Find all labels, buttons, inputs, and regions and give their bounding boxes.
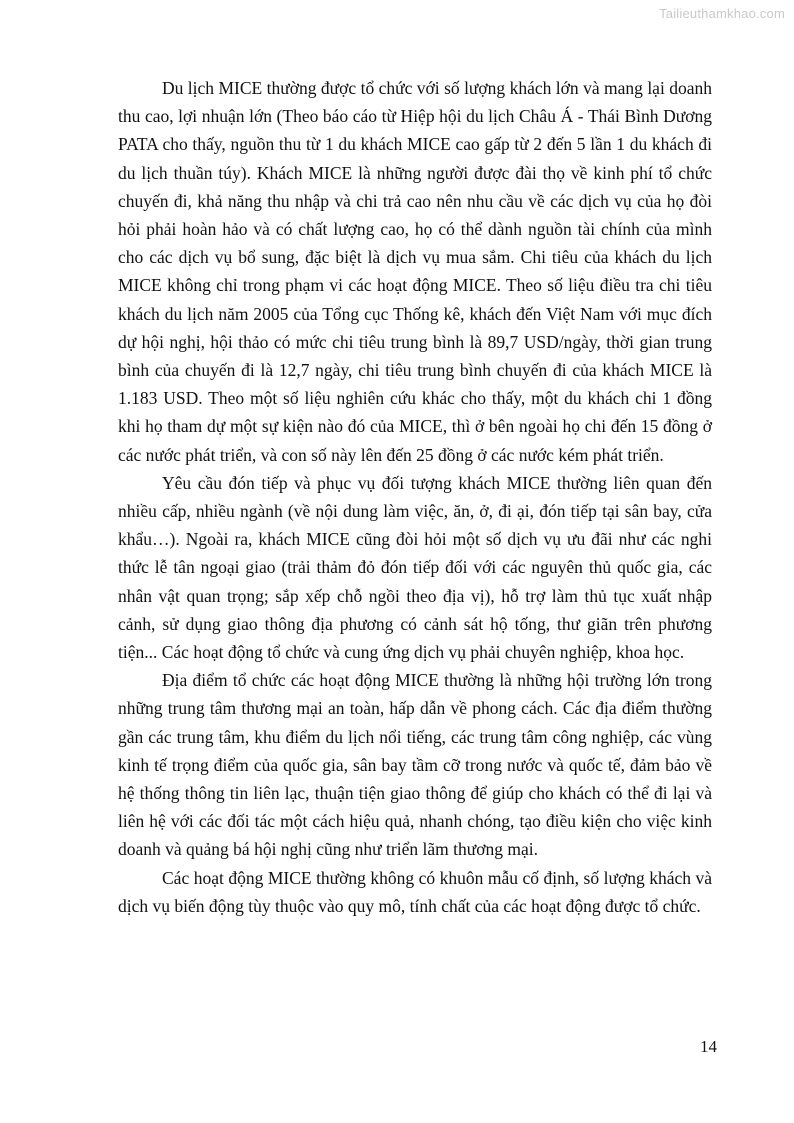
paragraph-mice-activities: Các hoạt động MICE thường không có khuôn mẫu cố định, số lượng khách và dịch vụ biến động tùy thuộc vào quy mô, tính chất của các hoạt động được tổ chức. xyxy=(118,867,712,916)
paragraph-mice-reception: Yêu cầu đón tiếp và phục vụ đối tượng khách MICE thường liên quan đến nhiều cấp, nhiều ngành (về nội dung làm việc, ăn, ở, đi ại, đón tiếp tại sân bay, cửa khẩu…). Ngoài ra, khách MICE cũng đòi hỏi một số dịch vụ ưu đãi như các nghi thức lễ tân ngoại giao (trải thảm đỏ đón tiếp đối với các nguyên thủ quốc gia, các nhân vật quan trọng; sắp xếp chỗ ngồi theo địa vị), hỗ trợ làm thủ tục xuất nhập cảnh, sử dụng giao thông địa phương có cảnh sát hộ tống, thư giãn trên phương tiện... Các hoạt động tổ chức và cung ứng dịch vụ phải chuyên nghiệp, khoa học. xyxy=(118,472,712,663)
paragraph-mice-revenue: Du lịch MICE thường được tổ chức với số lượng khách lớn và mang lại doanh thu cao, lợi nhuận lớn (Theo báo cáo từ Hiệp hội du lịch Châu Á - Thái Bình Dương PATA cho thấy, nguồn thu từ 1 du khách MICE cao gấp từ 2 đến 5 lần 1 du khách đi du lịch thuần túy). Khách MICE là những người được đài thọ về kinh phí tổ chức chuyến đi, khả năng thu nhập và chi trả cao nên nhu cầu về các dịch vụ của họ đòi hỏi phải hoàn hảo và có chất lượng cao, họ có thể dành nguồn tài chính của mình cho các dịch vụ bổ sung, đặc biệt là dịch vụ mua sắm. Chi tiêu của khách du lịch MICE không chỉ trong phạm vi các hoạt động MICE. Theo số liệu điều tra chi tiêu khách du lịch năm 2005 của Tổng cục Thống kê, khách đến Việt Nam với mục đích dự hội nghị, hội thảo có mức chi tiêu trung bình là 89,7 USD/ngày, thời gian trung bình của chuyến đi là 12,7 ngày, chi tiêu trung bình chuyến đi của khách MICE là 1.183 USD. Theo một số liệu nghiên cứu khác cho thấy, một du khách chi 1 đồng khi họ tham dự một sự kiện nào đó của MICE, thì ở bên ngoài họ chi đến 15 đồng ở các nước phát triển, và con số này lên đến 25 đồng ở các nước kém phát triển. xyxy=(118,78,712,465)
page-number: 14 xyxy=(700,1037,717,1056)
paragraph-mice-venue: Địa điểm tổ chức các hoạt động MICE thường là những hội trường lớn trong những trung tâm thương mại an toàn, hấp dẫn về phong cách. Các địa điểm thường gần các trung tâm, khu điểm du lịch nổi tiếng, các trung tâm công nghiệp, các vùng kinh tế trọng điểm của quốc gia, sân bay tầm cỡ trong nước và quốc tế, đảm bảo về hệ thống thông tin liên lạc, thuận tiện giao thông để giúp cho khách có thể đi lại và liên hệ với các đối tác một cách hiệu quả, nhanh chóng, tạo điều kiện cho việc kinh doanh và quảng bá hội nghị cũng như triển lãm thương mại. xyxy=(118,670,712,860)
watermark-text: Tailieuthamkhao.com xyxy=(659,6,785,21)
document-body xyxy=(118,74,712,920)
